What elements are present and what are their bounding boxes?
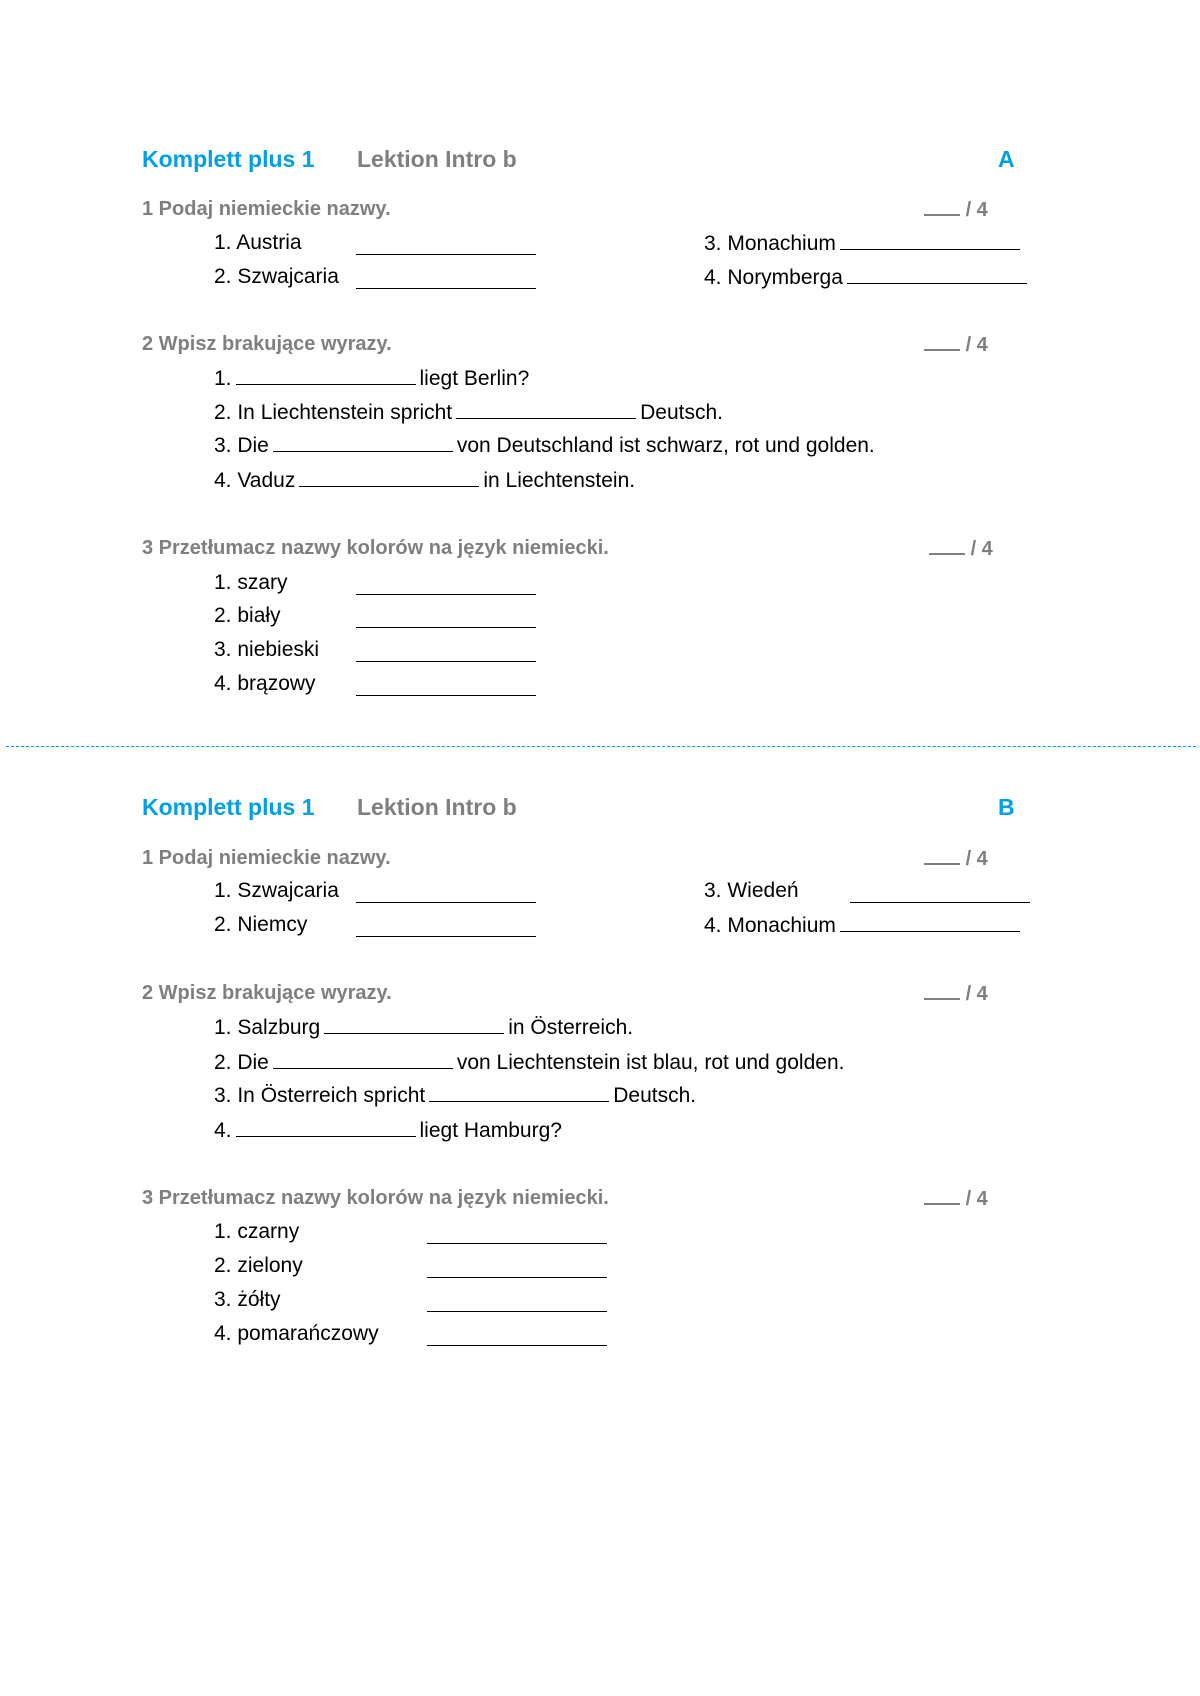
score-blank[interactable] bbox=[924, 847, 960, 865]
task-1-heading: 1 Podaj niemieckie nazwy. bbox=[142, 198, 391, 220]
lesson-title: Lektion Intro b bbox=[357, 146, 517, 172]
answer-line[interactable] bbox=[236, 1118, 416, 1137]
task-3-heading: 3 Przetłumacz nazwy kolorów na język niemiecki. bbox=[142, 537, 609, 559]
score-blank[interactable] bbox=[924, 982, 960, 1000]
answer-line[interactable] bbox=[273, 1050, 453, 1069]
task-1-item-2: 2. Niemcy bbox=[214, 913, 308, 936]
task-3-item-3: 3. niebieski bbox=[214, 638, 320, 661]
task-2-item-3: 3. Die von Deutschland ist schwarz, rot und golden. bbox=[214, 434, 875, 457]
book-title: Komplett plus 1 bbox=[142, 794, 315, 820]
task-1-item-1: 1. Austria bbox=[214, 231, 302, 254]
task-1-item-3: 3. Monachium bbox=[704, 231, 1024, 256]
answer-line[interactable] bbox=[236, 366, 416, 385]
task-2-item-1: 1. Salzburg in Österreich. bbox=[214, 1016, 634, 1039]
task-2-item-4: 4. Vaduz in Liechtenstein. bbox=[214, 469, 636, 492]
answer-line[interactable] bbox=[356, 936, 536, 937]
answer-line[interactable] bbox=[356, 288, 536, 289]
task-3-item-1: 1. czarny bbox=[214, 1220, 300, 1243]
task-3-item-1: 1. szary bbox=[214, 571, 288, 594]
task-1-heading: 1 Podaj niemieckie nazwy. bbox=[142, 847, 391, 869]
answer-line[interactable] bbox=[356, 661, 536, 662]
answer-line[interactable] bbox=[427, 1311, 607, 1312]
cut-line bbox=[6, 746, 1196, 747]
answer-line[interactable] bbox=[356, 254, 536, 255]
task-2-score: / 4 bbox=[924, 333, 988, 357]
answer-line[interactable] bbox=[427, 1243, 607, 1244]
answer-line[interactable] bbox=[429, 1083, 609, 1102]
variant-label: A bbox=[998, 146, 1015, 172]
task-1-item-4: 4. Norymberga bbox=[704, 265, 1031, 290]
task-3-score: / 4 bbox=[924, 1187, 988, 1211]
task-2-item-2: 2. Die von Liechtenstein ist blau, rot und golden. bbox=[214, 1051, 845, 1074]
answer-line[interactable] bbox=[356, 902, 536, 903]
task-2-heading: 2 Wpisz brakujące wyrazy. bbox=[142, 333, 392, 355]
answer-line[interactable] bbox=[427, 1277, 607, 1278]
answer-line[interactable] bbox=[356, 695, 536, 696]
task-1-item-3: 3. Wiedeń bbox=[704, 879, 799, 902]
answer-line[interactable] bbox=[456, 400, 636, 419]
task-2-heading: 2 Wpisz brakujące wyrazy. bbox=[142, 982, 392, 1004]
answer-line[interactable] bbox=[840, 231, 1020, 250]
answer-line[interactable] bbox=[840, 913, 1020, 932]
answer-line[interactable] bbox=[324, 1015, 504, 1034]
answer-line[interactable] bbox=[850, 902, 1030, 903]
score-blank[interactable] bbox=[924, 198, 960, 216]
score-blank[interactable] bbox=[924, 333, 960, 351]
task-1-score: / 4 bbox=[924, 847, 988, 871]
task-2-item-3: 3. In Österreich spricht Deutsch. bbox=[214, 1084, 697, 1107]
task-1-score: / 4 bbox=[924, 198, 988, 222]
task-3-item-4: 4. brązowy bbox=[214, 672, 316, 695]
lesson-title: Lektion Intro b bbox=[357, 794, 517, 820]
task-1-item-1: 1. Szwajcaria bbox=[214, 879, 339, 902]
task-3-item-3: 3. żółty bbox=[214, 1288, 281, 1311]
task-1-item-2: 2. Szwajcaria bbox=[214, 265, 339, 288]
task-2-item-1: 1. liegt Berlin? bbox=[214, 367, 530, 390]
task-3-score: / 4 bbox=[929, 537, 993, 561]
answer-line[interactable] bbox=[356, 627, 536, 628]
task-3-item-2: 2. biały bbox=[214, 604, 281, 627]
score-blank[interactable] bbox=[929, 537, 965, 555]
task-1-item-4: 4. Monachium bbox=[704, 913, 1024, 938]
answer-line[interactable] bbox=[299, 468, 479, 487]
answer-line[interactable] bbox=[427, 1345, 607, 1346]
task-3-heading: 3 Przetłumacz nazwy kolorów na język niemiecki. bbox=[142, 1187, 609, 1209]
task-3-item-2: 2. zielony bbox=[214, 1254, 303, 1277]
answer-line[interactable] bbox=[273, 433, 453, 452]
task-3-item-4: 4. pomarańczowy bbox=[214, 1322, 379, 1345]
task-2-item-2: 2. In Liechtenstein spricht Deutsch. bbox=[214, 401, 724, 424]
task-2-score: / 4 bbox=[924, 982, 988, 1006]
score-blank[interactable] bbox=[924, 1187, 960, 1205]
book-title: Komplett plus 1 bbox=[142, 146, 315, 172]
task-2-item-4: 4. liegt Hamburg? bbox=[214, 1119, 562, 1142]
answer-line[interactable] bbox=[356, 594, 536, 595]
answer-line[interactable] bbox=[847, 265, 1027, 284]
variant-label: B bbox=[998, 794, 1015, 820]
